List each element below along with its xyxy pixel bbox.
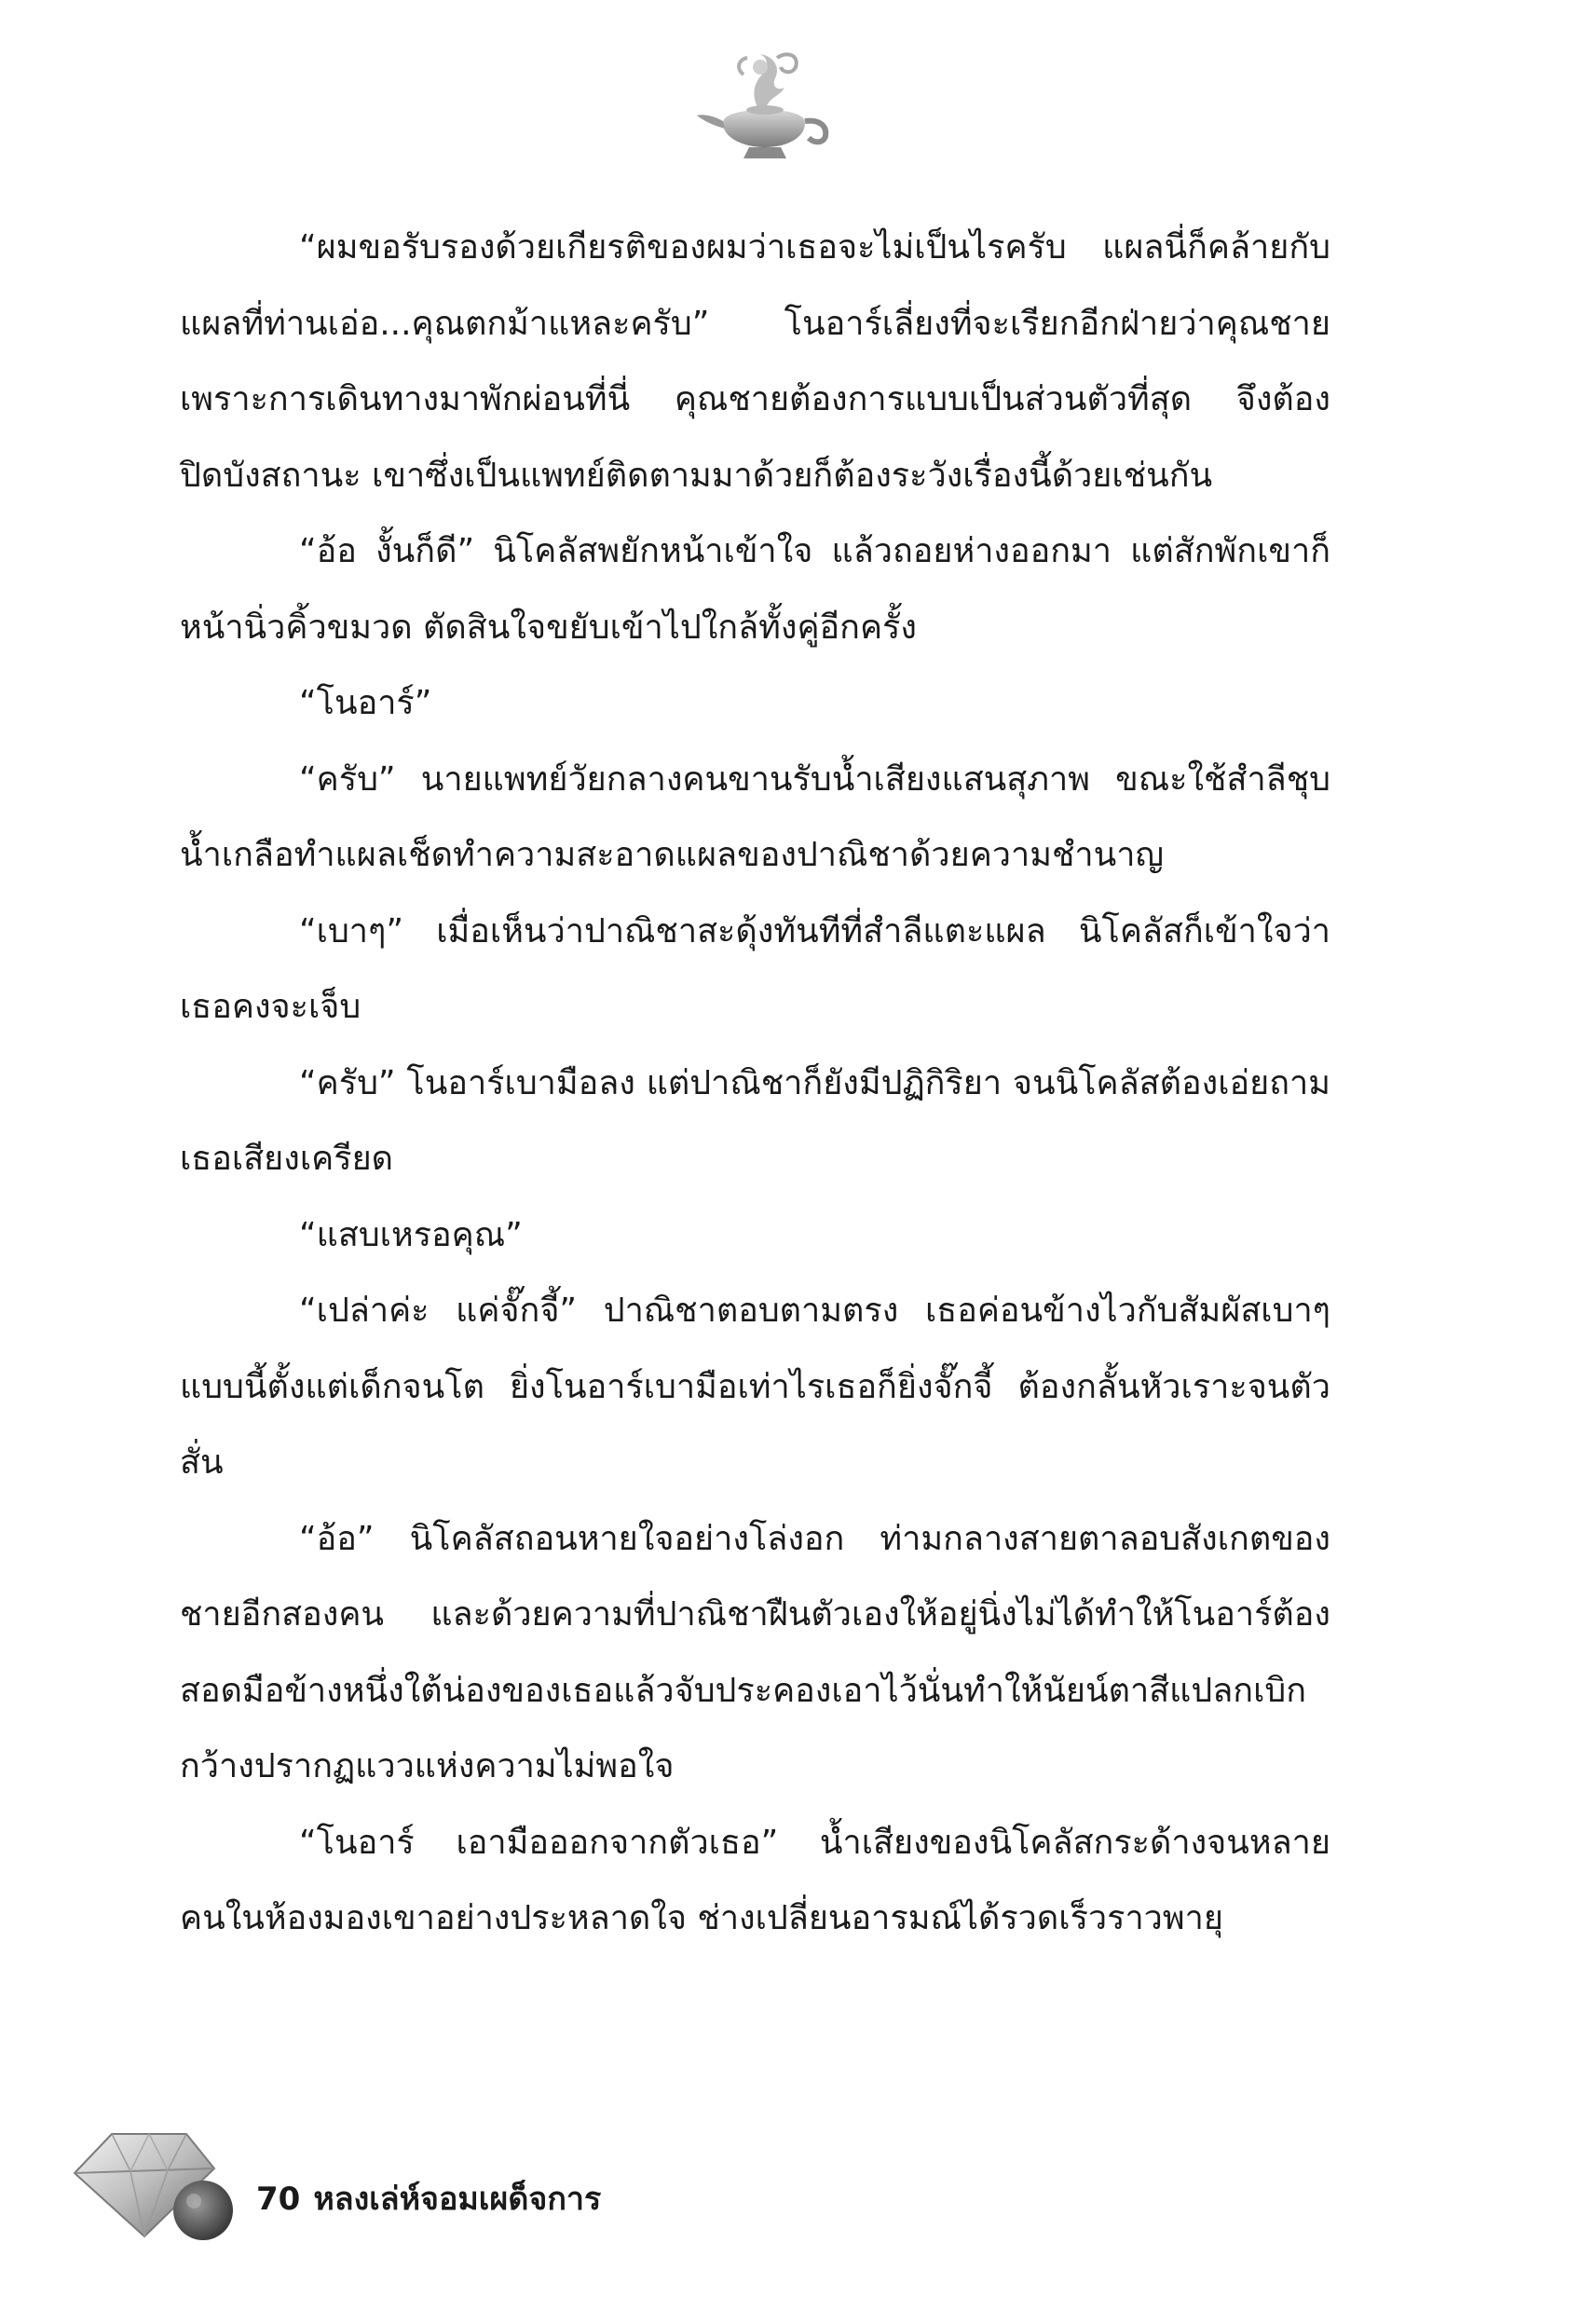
paragraph: “แสบเหรอคุณ”: [299, 1215, 523, 1254]
page-number: 70: [256, 2181, 301, 2218]
footer-label: [256, 2173, 601, 2223]
paragraph: “โนอาร์ เอามือออกจากตัวเธอ” น้ำเสียงของนิโคลัสกระด้างจนหลายคนในห้องมองเขาอย่างประหลาดใจ ช่างเปลี่ยนอารมณ์ได้รวดเร็วราวพายุ: [180, 1823, 1330, 1937]
paragraph: “ครับ” นายแพทย์วัยกลางคนขานรับน้ำเสียงแสนสุภาพ ขณะใช้สำลีชุบน้ำเกลือทำแผลเช็ดทำความสะอาดแผลของปาณิชาด้วยความชำนาญ: [180, 759, 1330, 874]
paragraph: “เบาๆ” เมื่อเห็นว่าปาณิชาสะดุ้งทันทีที่สำลีแตะแผล นิโคลัสก็เข้าใจว่าเธอคงจะเจ็บ: [180, 911, 1330, 1026]
diamond-icon: [56, 2117, 252, 2243]
paragraph: “ผมขอรับรองด้วยเกียรติของผมว่าเธอจะไม่เป็นไรครับ แผลนี่ก็คล้ายกับแผลที่ท่านเอ่อ...คุณตกม้าแหละครับ” โนอาร์เลี่ยงที่จะเรียกอีกฝ่ายว่าคุณชาย เพราะการเดินทางมาพักผ่อนที่นี่ คุณชายต้องการแบบเป็นส่วนตัวที่สุด จึงต้องปิดบังสถานะ เขาซึ่งเป็นแพทย์ติดตามมาด้วยก็ต้องระวังเรื่องนี้ด้วยเช่นกัน: [180, 228, 1330, 495]
paragraph: “เปล่าค่ะ แค่จั๊กจี้” ปาณิชาตอบตามตรง เธอค่อนข้างไวกับสัมผัสเบาๆ แบบนี้ตั้งแต่เด็กจนโต ยิ่งโนอาร์เบามือเท่าไรเธอก็ยิ่งจั๊กจี้ ต้องกลั้นหัวเราะจนตัวสั่น: [180, 1292, 1330, 1482]
chapter-text: [180, 210, 1330, 1957]
genie-lamp-icon: [695, 47, 835, 168]
page-footer: [56, 2117, 894, 2248]
paragraph: “อ้อ” นิโคลัสถอนหายใจอย่างโล่งอก ท่ามกลางสายตาลอบสังเกตของชายอีกสองคน และด้วยความที่ปาณิชาฝืนตัวเองให้อยู่นิ่งไม่ได้ทำให้โนอาร์ต้องสอดมือข้างหนึ่งใต้น่องของเธอแล้วจับประคองเอาไว้นั่นทำให้นัยน์ตาสีแปลกเบิกกว้างปรากฏแววแห่งความไม่พอใจ: [180, 1519, 1330, 1785]
paragraph: “อ้อ งั้นก็ดี” นิโคลัสพยักหน้าเข้าใจ แล้วถอยห่างออกมา แต่สักพักเขาก็หน้านิ่วคิ้วขมวด ตัดสินใจขยับเข้าไปใกล้ทั้งคู่อีกครั้ง: [180, 532, 1330, 647]
paragraph: “โนอาร์”: [299, 684, 432, 722]
paragraph: “ครับ” โนอาร์เบามือลง แต่ปาณิชาก็ยังมีปฏิกิริยา จนนิโคลัสต้องเอ่ยถามเธอเสียงเครียด: [180, 1063, 1330, 1178]
book-title: หลงเล่ห์จอมเผด็จการ: [313, 2181, 602, 2218]
